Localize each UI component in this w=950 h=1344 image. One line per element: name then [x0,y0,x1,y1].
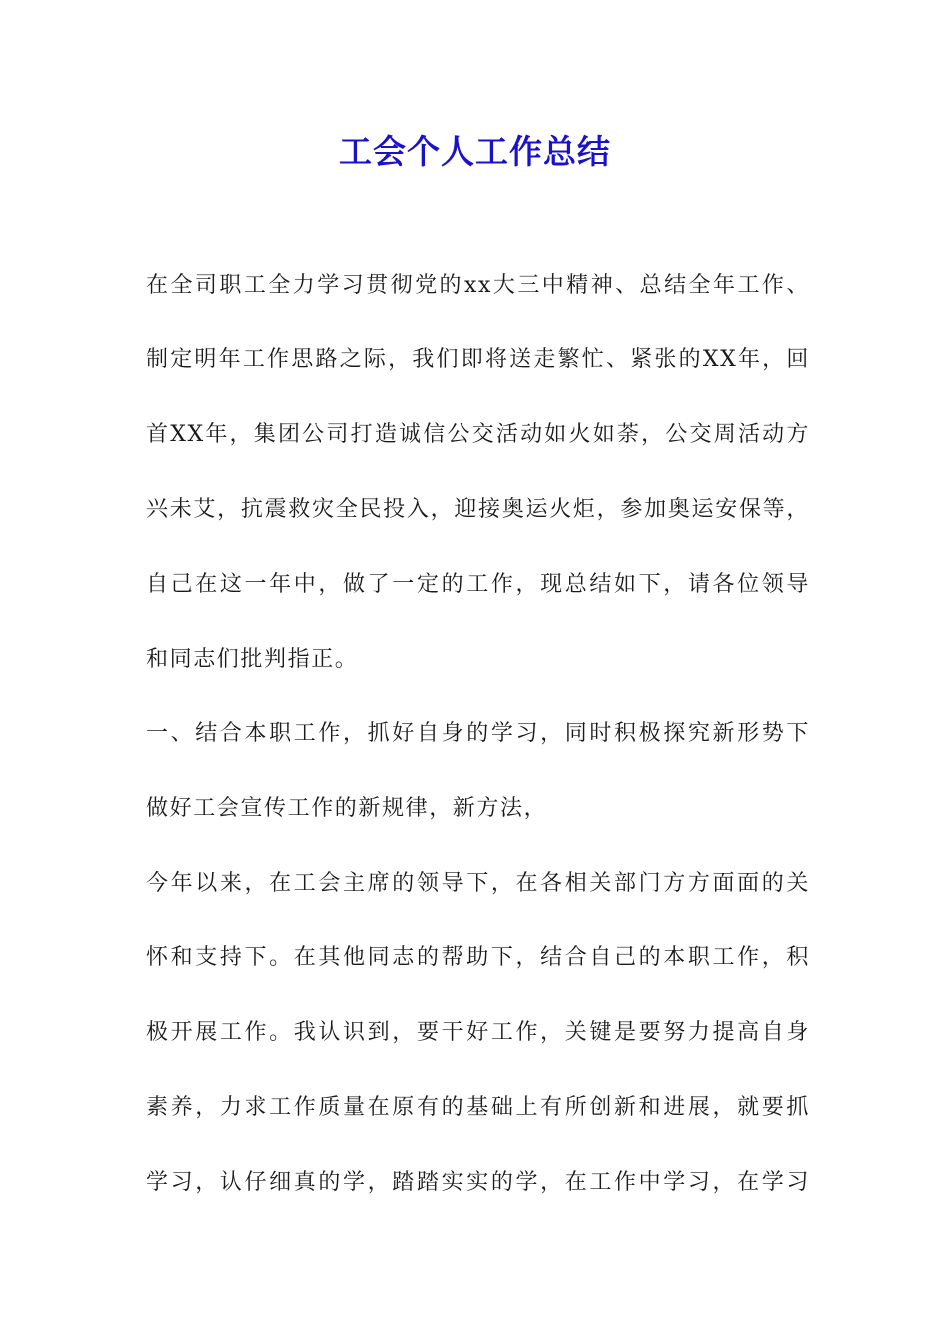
body-line: 素养，力求工作质量在原有的基础上有所创新和进展，就要抓 [146,1095,810,1120]
body-line: 在全司职工全力学习贯彻党的xx大三中精神、总结全年工作、 [146,273,810,298]
body-line: 学习，认仔细真的学，踏踏实实的学，在工作中学习，在学习 [146,1170,810,1195]
body-line: 首XX年，集团公司打造诚信公交活动如火如荼，公交周活动方 [146,422,810,447]
body-line: 兴未艾，抗震救灾全民投入，迎接奥运火炬，参加奥运安保等， [146,497,810,522]
body-line: 制定明年工作思路之际，我们即将送走繁忙、紧张的XX年，回 [146,347,810,372]
body-line: 自己在这一年中，做了一定的工作，现总结如下，请各位领导 [146,572,810,597]
section-heading-line: 做好工会宣传工作的新规律，新方法， [146,796,548,821]
section-heading-line: 一、结合本职工作，抓好自身的学习，同时积极探究新形势下 [146,721,810,746]
document-title: 工会个人工作总结 [339,132,611,171]
body-line: 和同志们批判指正。 [146,647,359,672]
body-line: 怀和支持下。在其他同志的帮助下，结合自己的本职工作，积 [146,945,810,970]
body-line: 极开展工作。我认识到，要干好工作，关键是要努力提高自身 [146,1020,810,1045]
body-line: 今年以来，在工会主席的领导下，在各相关部门方方面面的关 [146,871,810,896]
